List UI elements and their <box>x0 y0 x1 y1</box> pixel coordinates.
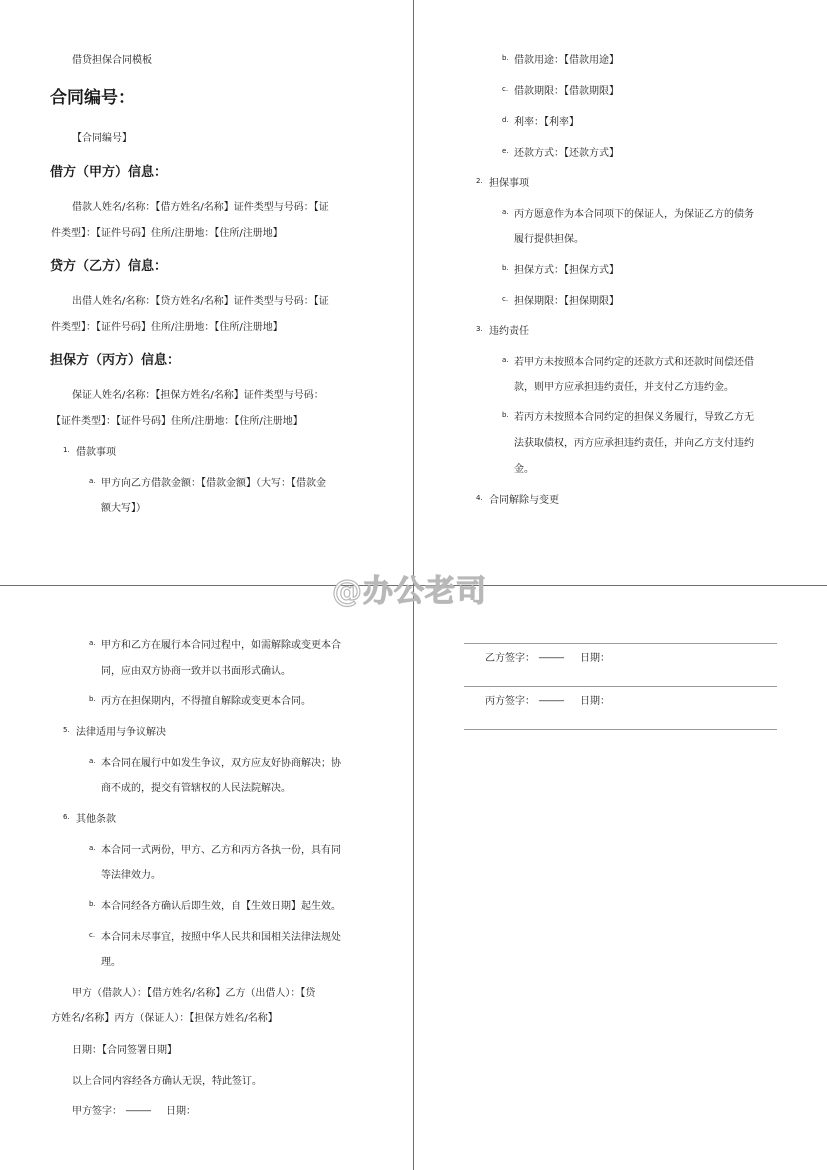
section-6c-line-2: 理。 <box>101 957 121 968</box>
party-b-heading: 贷方（乙方）信息： <box>50 259 168 274</box>
signing-date-line: 日期：【合同签署日期】 <box>72 1045 177 1056</box>
party-c-line-2: 【证件类型】：【证件号码】住所/注册地：【住所/注册地】 <box>51 416 303 427</box>
section-2-marker: 2. <box>476 177 483 185</box>
section-2c: 担保期限：【担保期限】 <box>514 296 619 307</box>
signature-rule-middle <box>464 686 777 687</box>
party-c-line-1: 保证人姓名/名称：【担保方姓名/名称】证件类型与号码： <box>72 390 324 401</box>
section-1-title: 借款事项 <box>76 447 116 458</box>
party-c-signature-label: 丙方签字： <box>485 696 535 707</box>
party-c-date-label: 日期： <box>580 696 610 707</box>
section-5a-line-2: 商不成的，提交有管辖权的人民法院解决。 <box>101 783 291 794</box>
party-a-line-2: 件类型】：【证件号码】住所/注册地：【住所/注册地】 <box>51 228 283 239</box>
section-3-title: 违约责任 <box>489 326 529 337</box>
section-2c-marker: c. <box>502 295 509 303</box>
party-c-heading: 担保方（丙方）信息： <box>50 353 181 368</box>
section-3b-line-3: 金。 <box>514 464 534 475</box>
page-2 <box>414 0 827 585</box>
section-1a-line-1: 甲方向乙方借款金额：【借款金额】（大写：【借款金 <box>101 478 326 489</box>
signature-rule-top <box>464 643 777 644</box>
page-1 <box>0 0 413 585</box>
section-6-marker: 6. <box>63 813 70 821</box>
party-b-signature-label: 乙方签字： <box>485 653 535 664</box>
section-2a-line-1: 丙方愿意作为本合同项下的保证人，为保证乙方的债务 <box>514 209 754 220</box>
section-5-marker: 5. <box>63 726 70 734</box>
section-3b-line-2: 法获取债权，丙方应承担违约责任，并向乙方支付违约 <box>514 438 754 449</box>
page-3 <box>0 586 413 1170</box>
section-6b-marker: b. <box>89 900 96 908</box>
section-6c-marker: c. <box>89 931 96 939</box>
section-1d: 利率：【利率】 <box>514 117 579 128</box>
section-5a-marker: a. <box>89 757 96 765</box>
party-b-line-2: 件类型】：【证件号码】住所/注册地：【住所/注册地】 <box>51 322 283 333</box>
party-a-signature-blank[interactable]: _____ <box>126 1101 151 1112</box>
document-title: 借贷担保合同模板 <box>72 55 152 66</box>
section-3a-marker: a. <box>502 356 509 364</box>
confirmation-line: 以上合同内容经各方确认无误，特此签订。 <box>72 1076 262 1087</box>
section-1c: 借款期限：【借款期限】 <box>514 86 619 97</box>
section-5a-line-1: 本合同在履行中如发生争议，双方应友好协商解决；协 <box>101 758 341 769</box>
section-3b-marker: b. <box>502 411 509 419</box>
section-3b-line-1: 若丙方未按照本合同约定的担保义务履行，导致乙方无 <box>514 412 754 423</box>
section-1c-marker: c. <box>502 85 509 93</box>
section-5-title: 法律适用与争议解决 <box>76 727 166 738</box>
section-2-title: 担保事项 <box>489 178 529 189</box>
party-a-line-1: 借款人姓名/名称：【借方姓名/名称】证件类型与号码：【证 <box>72 202 329 213</box>
signature-rule-bottom <box>464 729 777 730</box>
section-4-title: 合同解除与变更 <box>489 495 559 506</box>
party-b-date-label: 日期： <box>580 653 610 664</box>
section-1e: 还款方式：【还款方式】 <box>514 148 619 159</box>
party-c-signature-blank[interactable]: _____ <box>539 691 564 702</box>
contract-number-value: 【合同编号】 <box>72 133 132 144</box>
section-4b: 丙方在担保期内，不得擅自解除或变更本合同。 <box>101 696 311 707</box>
section-2b-marker: b. <box>502 264 509 272</box>
section-6a-line-1: 本合同一式两份，甲方、乙方和丙方各执一份，具有同 <box>101 845 341 856</box>
contract-number-heading: 合同编号： <box>50 88 135 108</box>
section-4a-line-1: 甲方和乙方在履行本合同过程中，如需解除或变更本合 <box>101 640 341 651</box>
party-a-heading: 借方（甲方）信息： <box>50 165 168 180</box>
section-4-marker: 4. <box>476 494 483 502</box>
section-1d-marker: d. <box>502 116 509 124</box>
section-4a-marker: a. <box>89 639 96 647</box>
section-2a-line-2: 履行提供担保。 <box>514 234 584 245</box>
section-1e-marker: e. <box>502 147 509 155</box>
section-4b-marker: b. <box>89 695 96 703</box>
party-b-line-1: 出借人姓名/名称：【贷方姓名/名称】证件类型与号码：【证 <box>72 296 329 307</box>
page-4 <box>414 586 827 1170</box>
parties-line-1: 甲方（借款人）：【借方姓名/名称】乙方（出借人）：【贷 <box>72 988 316 999</box>
section-1-marker: 1. <box>63 446 70 454</box>
section-4a-line-2: 同，应由双方协商一致并以书面形式确认。 <box>101 666 291 677</box>
section-3a-line-2: 款，则甲方应承担违约责任，并支付乙方违约金。 <box>514 382 734 393</box>
section-1b-marker: b. <box>502 54 509 62</box>
section-3a-line-1: 若甲方未按照本合同约定的还款方式和还款时间偿还借 <box>514 357 754 368</box>
section-2b: 担保方式：【担保方式】 <box>514 265 619 276</box>
section-6c-line-1: 本合同未尽事宜，按照中华人民共和国相关法律法规处 <box>101 932 341 943</box>
party-b-signature-blank[interactable]: _____ <box>539 648 564 659</box>
section-1a-marker: a. <box>89 477 96 485</box>
parties-line-2: 方姓名/名称】丙方（保证人）：【担保方姓名/名称】 <box>51 1013 278 1024</box>
section-1b: 借款用途：【借款用途】 <box>514 55 619 66</box>
party-a-signature-label: 甲方签字： <box>72 1106 122 1117</box>
watermark: @办公老司 <box>332 574 487 609</box>
section-1a-line-2: 额大写】） <box>101 503 146 514</box>
section-6b: 本合同经各方确认后即生效，自【生效日期】起生效。 <box>101 901 341 912</box>
party-a-date-label: 日期： <box>166 1106 196 1117</box>
section-6a-line-2: 等法律效力。 <box>101 870 161 881</box>
section-2a-marker: a. <box>502 208 509 216</box>
section-6-title: 其他条款 <box>76 814 116 825</box>
section-3-marker: 3. <box>476 325 483 333</box>
section-6a-marker: a. <box>89 844 96 852</box>
